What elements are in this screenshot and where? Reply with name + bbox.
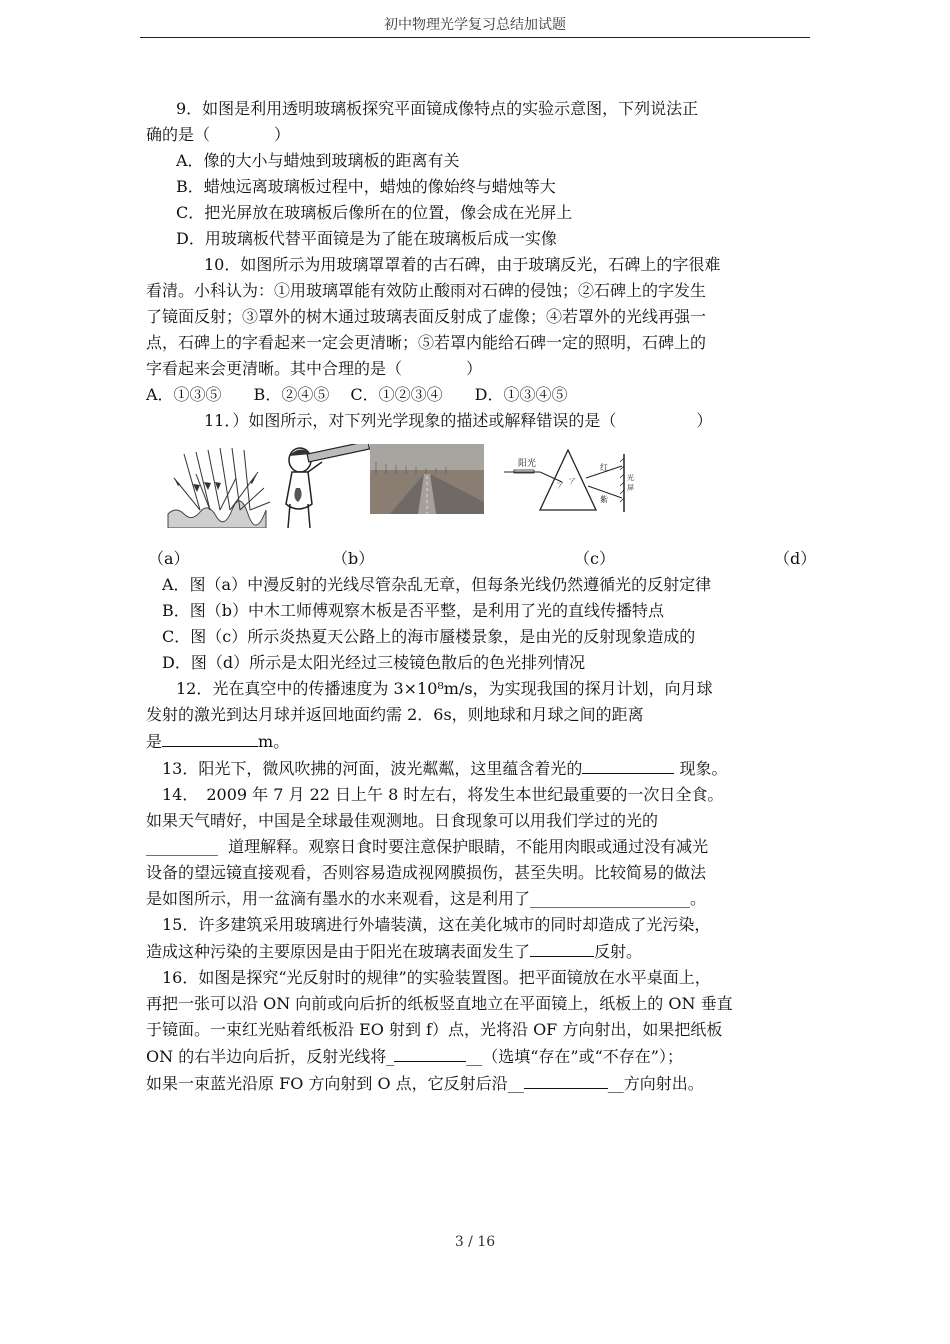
q12-answer-blank[interactable]	[162, 728, 258, 747]
q10-options: A．①③⑤ B．②④⑤ C．①②③④ D．①③④⑤	[146, 385, 568, 404]
q11-option-c: C．图（c）所示炎热夏天公路上的海市蜃楼景象，是由光的反射现象造成的	[162, 627, 696, 646]
q15-line2-post: 反射。	[594, 942, 643, 961]
q9-stem-line2: 确的是（ ）	[146, 125, 291, 144]
q16-answer-blank-1[interactable]	[394, 1043, 466, 1062]
q13-line	[146, 755, 810, 782]
q11-figure-labels	[146, 546, 817, 572]
q9-option-c: C．把光屏放在玻璃板后像所在的位置，像会成在光屏上	[176, 203, 573, 222]
svg-text:ア: ア	[556, 481, 564, 490]
figure-label-d: （d）	[774, 549, 817, 568]
sun-label: 阳光	[518, 459, 537, 469]
q16-line4-pre: ON 的右半边向后折，反射光线将	[146, 1047, 387, 1066]
q14-line1: 14． 2009 年 7 月 22 日上午 8 时左右，将发生本世纪最重要的一次日全食。	[162, 785, 724, 804]
figure-b-carpenter-sighting	[278, 444, 370, 530]
q16-line5	[146, 1070, 810, 1097]
q15-line2	[146, 938, 810, 965]
figure-d-prism-dispersion	[496, 444, 636, 520]
q12-line3	[146, 728, 810, 755]
figure-label-a: （a）	[148, 549, 190, 568]
q14-line5-pre: 是如图所示，用一盆滴有墨水的水来观看，这是利用了	[146, 889, 531, 908]
q14-line4: 设备的望远镜直接观看，否则容易造成视网膜损伤，甚至失明。比较简易的做法	[146, 863, 707, 882]
q12-line1: 12．光在真空中的传播速度为 3×10⁸m/s，为实现我国的探月计划，向月球	[176, 679, 713, 698]
q11-option-b: B．图（b）中木工师傅观察木板是否平整，是利用了光的直线传播特点	[162, 601, 665, 620]
q11-figures	[146, 438, 810, 546]
q10-stem-line4: 点，石碑上的字看起来一定会更清晰；⑤若罩内能给石碑一定的照明，石碑上的	[146, 333, 707, 352]
q10-stem-line1: 10．如图所示为用玻璃罩罩着的古石碑，由于玻璃反光，石碑上的字很难	[204, 255, 721, 274]
figure-a-diffuse-reflection	[166, 444, 271, 528]
q15-line2-pre: 造成这种污染的主要原因是由于阳光在玻璃表面发生了	[146, 942, 531, 961]
q13-post: 现象。	[679, 759, 728, 778]
q13-pre: 13．阳光下，微风吹拂的河面，波光粼粼，这里蕴含着光的	[162, 759, 583, 778]
q9-option-b: B．蜡烛远离玻璃板过程中，蜡烛的像始终与蜡烛等大	[176, 177, 556, 196]
q16-line4	[146, 1043, 810, 1070]
q14-line5-post: 。	[690, 889, 707, 908]
q11-option-a: A．图（a）中漫反射的光线尽管杂乱无章，但每条光线仍然遵循光的反射定律	[162, 575, 712, 594]
figure-c-road-mirage-photo	[370, 444, 484, 514]
q16-line4-post: （选填“存在”或“不存在”）；	[482, 1047, 683, 1066]
q12-line2: 发射的激光到达月球并返回地面约需 2．6s，则地球和月球之间的距离	[146, 705, 644, 724]
q14-line2: 如果天气晴好，中国是全球最佳观测地。日食现象可以用我们学过的光的	[146, 811, 659, 830]
q15-line1: 15．许多建筑采用玻璃进行外墙装潢，这在美化城市的同时却造成了光污染，	[162, 915, 711, 934]
q11-option-d: D．图（d）所示是太阳光经过三棱镜色散后的色光排列情况	[162, 653, 586, 672]
q9-option-d: D．用玻璃板代替平面镜是为了能在玻璃板后成一实像	[176, 229, 557, 248]
q16-answer-blank-2[interactable]	[524, 1070, 608, 1089]
q12-line3-pre: 是	[146, 732, 163, 751]
q9-stem-line1: 9．如图是利用透明玻璃板探究平面镜成像特点的实验示意图，下列说法正	[176, 99, 699, 118]
document-body	[146, 96, 817, 1097]
q16-line5-post: 方向射出。	[623, 1074, 704, 1093]
page-header: 初中物理光学复习总结加试题	[384, 17, 566, 33]
q16-line4-mark2: __	[466, 1047, 483, 1066]
q12-line3-post: m。	[258, 732, 290, 751]
q14-line3-text: 道理解释。观察日食时要注意保护眼睛，不能用肉眼或通过没有减光	[228, 837, 709, 856]
figure-label-b: （b）	[332, 549, 375, 568]
q14-blank-1[interactable]: _________	[146, 837, 218, 856]
svg-text:ア: ア	[568, 477, 576, 486]
q10-stem-line5: 字看起来会更清晰。其中合理的是（ ）	[146, 359, 483, 378]
q14-blank-2[interactable]: ____________________	[530, 889, 691, 908]
violet-label: 紫	[600, 495, 608, 504]
q9-option-a: A．像的大小与蜡烛到玻璃板的距离有关	[176, 151, 460, 170]
q10-stem-line3: 了镜面反射；③罩外的树木通过玻璃表面反射成了虚像；④若罩外的光线再强一	[146, 307, 707, 326]
q13-answer-blank[interactable]	[582, 755, 674, 774]
q14-line3	[146, 834, 810, 860]
page-number: 3 / 16	[454, 1234, 496, 1250]
screen-label-2: 屏	[627, 484, 634, 492]
q16-line3: 于镜面。一束红光贴着纸板沿 EO 射到 f）点，光将沿 OF 方向射出，如果把纸板	[146, 1020, 723, 1039]
q16-line5-pre: 如果一束蓝光沿原 FO 方向射到 O 点，它反射后沿	[146, 1074, 508, 1093]
q16-line1: 16．如图是探究“光反射时的规律”的实验装置图。把平面镜放在水平桌面上，	[162, 968, 711, 987]
q16-line4-mark1: _	[386, 1047, 395, 1066]
q14-line5	[146, 886, 810, 912]
q15-answer-blank[interactable]	[530, 938, 594, 957]
header-rule	[140, 37, 810, 38]
q16-line5-mark2: __	[607, 1074, 624, 1093]
q11-stem: 11．）如图所示，对下列光学现象的描述或解释错误的是（ ）	[204, 411, 713, 430]
q16-line5-mark1: __	[507, 1074, 524, 1093]
q16-line2: 再把一张可以沿 ON 向前或向后折的纸板竖直地立在平面镜上，纸板上的 ON 垂直	[146, 994, 733, 1013]
q10-stem-line2: 看清。小科认为：①用玻璃罩能有效防止酸雨对石碑的侵蚀；②石碑上的字发生	[146, 281, 707, 300]
red-label: 红	[600, 463, 608, 472]
screen-label-1: 光	[627, 474, 634, 482]
figure-label-c: （c）	[574, 549, 615, 568]
